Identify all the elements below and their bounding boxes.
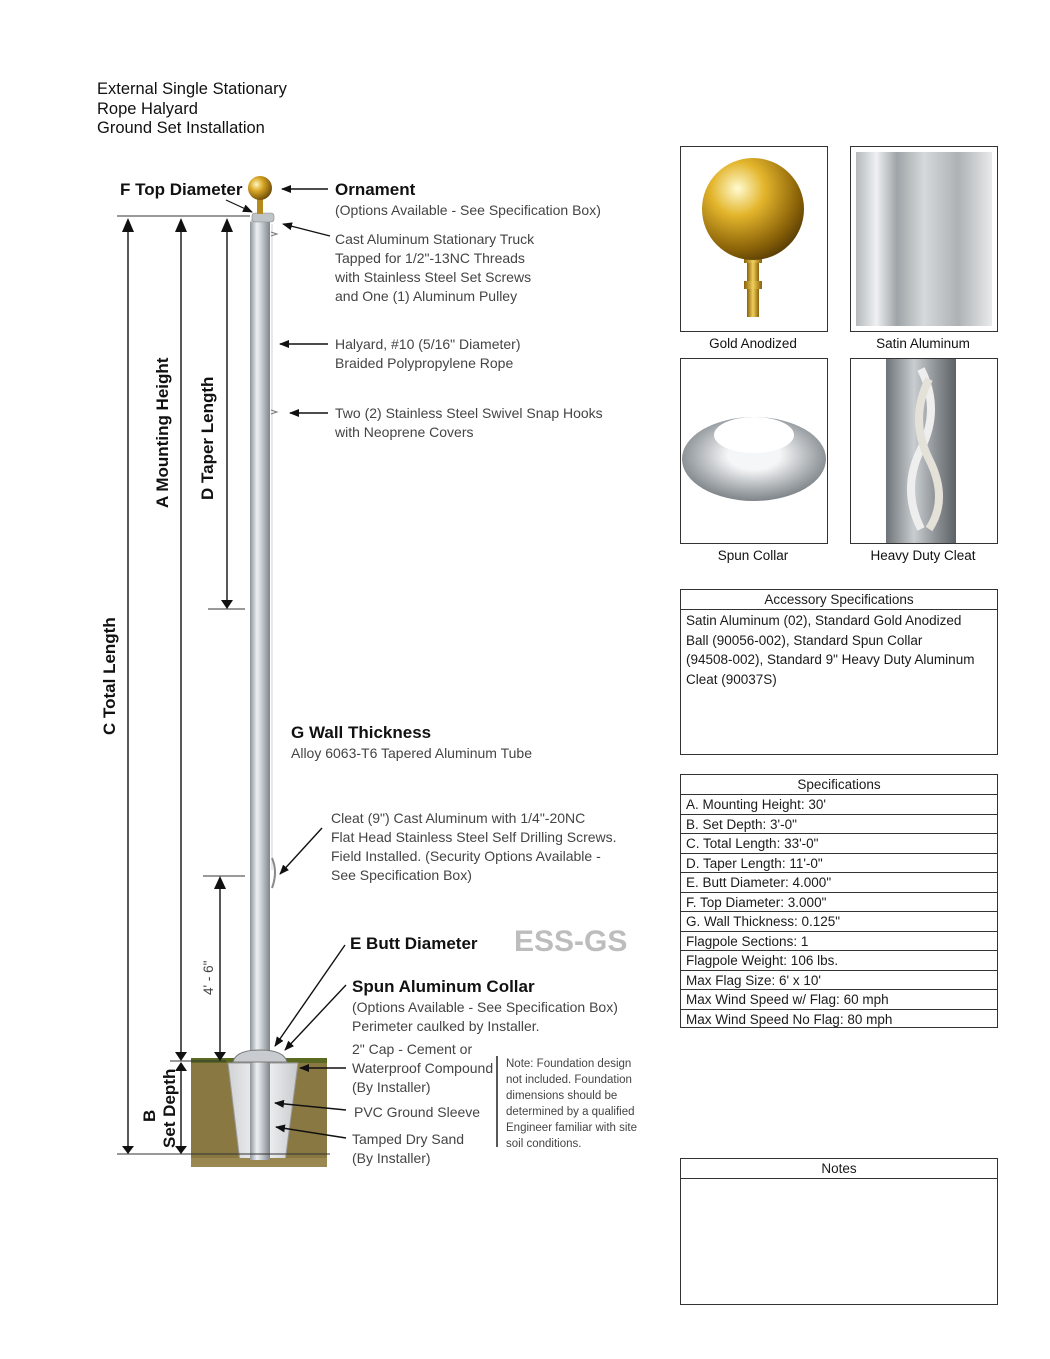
title-line: Ground Set Installation [97,119,265,137]
sleeve-label: PVC Ground Sleeve [354,1104,481,1120]
truck-line: with Stainless Steel Set Screws [335,269,532,285]
gold-anodized-caption: Gold Anodized [709,336,797,351]
snap-hooks-line: Two (2) Stainless Steel Swivel Snap Hooks [335,405,603,421]
satin-aluminum-caption: Satin Aluminum [876,336,970,351]
gold-ball-ornament [248,176,272,200]
spec-row: Max Wind Speed No Flag: 80 mph [686,1011,893,1027]
halyard-line: Halyard, #10 (5/16" Diameter) [335,336,521,352]
accessory-spec-line: Satin Aluminum (02), Standard Gold Anodized [686,613,962,628]
accessory-spec-line: Ball (90056-002), Standard Spun Collar [686,632,923,648]
foundation-note-line: not included. Foundation [506,1074,632,1086]
gold-ball-photo [680,146,828,332]
cap-line: Waterproof Compound [352,1060,494,1076]
foundation-note-line: determined by a qualified [506,1106,635,1118]
cleat-line: Flat Head Stainless Steel Self Drilling Screws. [331,829,617,845]
spun-collar-photo [680,358,828,544]
cleat-line: See Specification Box) [331,867,472,883]
top-diameter-label: F Top Diameter [120,180,243,199]
sand-line: (By Installer) [352,1150,431,1166]
notes-heading: Notes [681,1159,997,1179]
ornament-note: (Options Available - See Specification Box) [335,202,601,218]
collar-line: (Options Available - See Specification Box) [352,999,618,1015]
flagpole [250,222,270,1160]
spec-row: E. Butt Diameter: 4.000" [681,873,997,893]
sand-line: Tamped Dry Sand [352,1131,465,1147]
wall-thickness-title: G Wall Thickness [291,723,432,742]
accessory-specifications-heading: Accessory Specifications [681,590,997,610]
spec-row: Max Flag Size: 6' x 10' [681,971,997,991]
satin-aluminum-photo [850,146,998,332]
collar-title: Spun Aluminum Collar [352,977,535,996]
wall-thickness-note: Alloy 6063-T6 Tapered Aluminum Tube [291,745,532,761]
spec-row: C. Total Length: 33'-0" [681,834,997,854]
total-length-label: C Total Length [100,617,119,735]
foundation-note-line: soil conditions. [506,1138,582,1150]
foundation-note-line: Engineer familiar with site [506,1122,638,1134]
spec-row: Flagpole Sections: 1 [681,932,997,952]
cleat-line: Field Installed. (Security Options Available - [331,848,601,864]
collar-line: Perimeter caulked by Installer. [352,1018,540,1034]
accessory-specifications-box [680,589,998,755]
set-depth-label: Set Depth [160,1068,179,1148]
set-depth-letter: B [140,1109,159,1122]
specifications-heading: Specifications [681,775,997,795]
spec-row: Flagpole Weight: 106 lbs. [681,951,997,971]
spun-collar [233,1050,287,1062]
title-line: Rope Halyard [97,99,198,118]
spec-row: D. Taper Length: 11'-0" [681,854,997,874]
cap-line: 2" Cap - Cement or [352,1041,473,1057]
snap-hooks-line: with Neoprene Covers [335,424,474,440]
specifications-table [680,774,998,1028]
halyard-line: Braided Polypropylene Rope [335,355,514,371]
title-line: External Single Stationary [97,80,287,98]
truck-line: Tapped for 1/2"-13NC Threads [335,250,525,266]
taper-length-label: D Taper Length [198,376,217,500]
heavy-duty-cleat-caption: Heavy Duty Cleat [870,548,976,563]
spec-row: F. Top Diameter: 3.000" [681,893,997,913]
spec-row: G. Wall Thickness: 0.125" [681,912,997,932]
heavy-duty-cleat-photo [850,358,998,544]
notes-box [680,1158,998,1305]
cleat-height-label: 4' - 6" [201,960,216,995]
model-code: ESS-GS [514,925,628,958]
truck-line: Cast Aluminum Stationary Truck [335,231,535,247]
truck-line: and One (1) Aluminum Pulley [335,288,518,304]
cleat-line: Cleat (9") Cast Aluminum with 1/4"-20NC [331,810,586,826]
spec-row: B. Set Depth: 3'-0" [681,815,997,835]
ornament-title: Ornament [335,180,416,199]
mounting-height-label: A Mounting Height [153,357,172,508]
foundation-note-line: dimensions should be [506,1090,618,1102]
spec-row: Max Wind Speed w/ Flag: 60 mph [681,990,997,1010]
spec-row: A. Mounting Height: 30' [681,795,997,815]
accessory-spec-line: Cleat (90037S) [686,671,777,687]
cap-line: (By Installer) [352,1079,431,1095]
butt-diameter-label: E Butt Diameter [350,934,478,953]
foundation-note-line: Note: Foundation design [506,1058,632,1070]
spun-collar-caption: Spun Collar [717,548,789,563]
accessory-spec-line: (94508-002), Standard 9" Heavy Duty Aluminum [686,652,975,667]
truck [252,213,274,222]
